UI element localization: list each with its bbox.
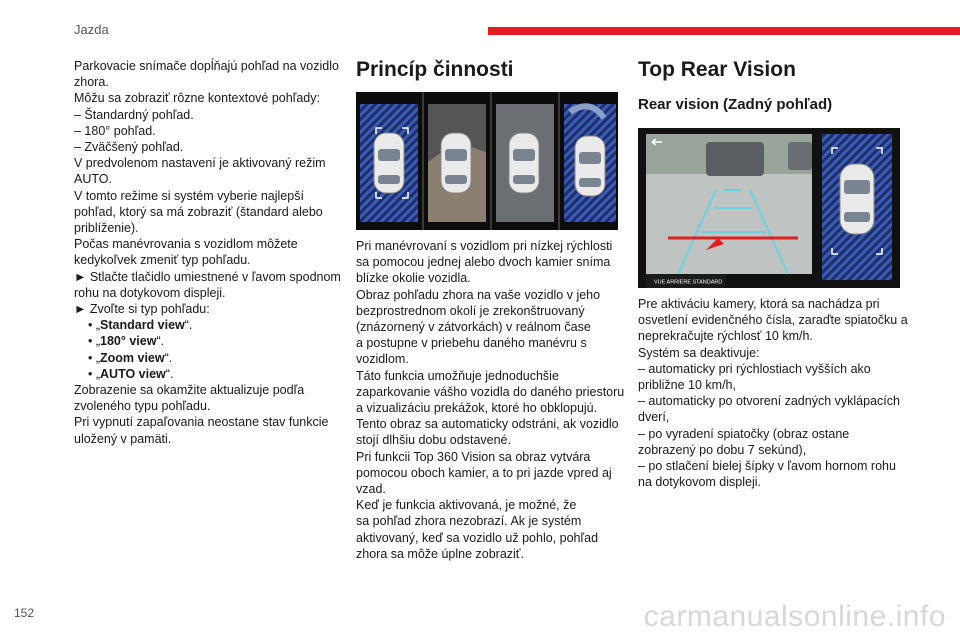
column-right — [638, 58, 908, 490]
text-line: Zobrazenie sa okamžite aktualizuje podľa — [74, 383, 305, 398]
view-option-zoom — [74, 350, 346, 366]
text-line: sa pomocou jednej alebo dvoch kamier sníma — [356, 255, 611, 270]
view-option-180 — [74, 333, 346, 349]
section-subtitle: Rear vision (Zadný pohľad) — [638, 96, 833, 113]
text-line: – Štandardný pohľad. — [74, 107, 194, 122]
panel-1 — [360, 104, 418, 222]
text-line: Systém sa deaktivuje: — [638, 345, 760, 360]
text-line: uložený v pamäti. — [74, 431, 172, 446]
text-line: dverí, — [638, 410, 670, 425]
text-line: Parkovacie snímače dopĺňajú pohľad na vozidlo — [74, 59, 339, 73]
view-label: Standard view — [100, 318, 185, 333]
bullet-prefix: • „ — [88, 334, 101, 349]
text-line: neprekračujte rýchlosť 10 km/h. — [638, 329, 813, 344]
text-line: – po vyradení spiatočky (obraz ostane — [638, 426, 850, 441]
text-line: zvoleného typu pohľadu. — [74, 399, 211, 414]
view-label: Zoom view — [100, 350, 165, 365]
page-number: 152 — [14, 606, 35, 620]
text-line: kedykoľvek zmeniť typ pohľadu. — [74, 253, 251, 268]
bullet-prefix: • „ — [88, 350, 101, 365]
watermark: carmanualsonline.info — [643, 600, 946, 633]
text-line: na dotykovom displeji. — [638, 475, 761, 490]
top-view-panel — [822, 134, 892, 280]
text-line: V predvolenom nastavení je aktivovaný režim — [74, 156, 326, 171]
column-middle — [356, 58, 625, 562]
header-section-label: Jazda — [74, 22, 109, 37]
text-line: vzad. — [356, 482, 386, 497]
text-line: aktivovaný, keď sa vozidlo už pohlo, pohľad — [356, 530, 599, 545]
text-line: Pri funkcii Top 360 Vision sa obraz vytvára — [356, 449, 591, 464]
text-line: zhora sa môže úplne zobraziť. — [356, 546, 524, 561]
text-line: – automaticky pri rýchlostiach vyšších ako — [638, 361, 871, 376]
text-line: – 180° pohľad. — [74, 123, 156, 138]
text-line: – Zväčšený pohľad. — [74, 140, 184, 155]
rear-camera-figure-svg — [638, 128, 900, 288]
rear-vision-text — [638, 296, 908, 490]
text-line: ► Zvoľte si typ pohľadu: — [74, 302, 210, 317]
text-line: Obraz pohľadu zhora na vaše vozidlo v jeho — [356, 287, 601, 302]
text-line: – automaticky po otvorení zadných vyklápacích — [638, 394, 900, 409]
view-label: AUTO view — [100, 366, 166, 381]
view-option-standard — [74, 317, 346, 333]
text-line: Tento obraz sa automaticky odstráni, ak vozidlo — [356, 417, 619, 432]
text-line: sa pohľad zhora nezobrazí. Ak je systém — [356, 514, 582, 529]
bullet-suffix: “. — [156, 334, 165, 349]
view-label: 180° view — [100, 334, 157, 349]
text-line: a vizualizáciu prekážok, ktoré ho obklopujú. — [356, 401, 598, 416]
text-line: (znázornený v zátvorkách) v reálnom čase — [356, 320, 591, 335]
text-line: osvetlení evidenčného čísla, zaraďte spiatočku a — [638, 313, 908, 328]
view-mode-button-label: VUE ARRIERE STANDARD — [654, 279, 723, 286]
text-line: V tomto režime si systém vyberie najlepší — [74, 188, 304, 203]
top-view-illustration — [356, 92, 618, 230]
text-line: vozidlom. — [356, 352, 409, 367]
bullet-suffix: “. — [165, 366, 174, 381]
panel-2 — [428, 104, 486, 222]
text-line: bezprostrednom okolí je zrekonštruovaný — [356, 303, 585, 318]
principle-text — [356, 238, 625, 562]
text-line: Keď je funkcia aktivovaná, je možné, že — [356, 498, 577, 513]
panel-4 — [564, 104, 616, 222]
text-line: zhora. — [74, 75, 109, 90]
bullet-suffix: “. — [184, 318, 193, 333]
text-line: Pre aktiváciu kamery, ktorá sa nachádza pri — [638, 297, 880, 311]
view-option-auto — [74, 366, 346, 382]
header-accent-bar — [488, 27, 960, 35]
text-line: – po stlačení bielej šípky v ľavom hornom rohu — [638, 459, 896, 474]
text-line: priblíženie). — [74, 221, 139, 236]
column-left — [74, 58, 346, 447]
text-line: pohľad, ktorý sa má zobraziť (štandard alebo — [74, 204, 323, 219]
top-view-figure-svg — [356, 92, 618, 230]
intro-text — [74, 58, 346, 317]
text-line: Môžu sa zobraziť rôzne kontextové pohľady: — [74, 91, 320, 106]
text-line: a postupne v priebehu daného manévru s — [356, 336, 587, 351]
view-options-list — [74, 317, 346, 382]
section-title: Princíp činnosti — [356, 58, 514, 81]
text-line: ► Stlačte tlačidlo umiestnené v ľavom spodnom — [74, 269, 341, 284]
text-line: zobrazený po dobu 7 sekúnd), — [638, 442, 807, 457]
bullet-prefix: • „ — [88, 318, 101, 333]
bullet-prefix: • „ — [88, 366, 101, 381]
camera-feed — [646, 134, 812, 274]
text-line: pomocou oboch kamier, a to pri jazde vpred aj — [356, 465, 612, 480]
text-line: Počas manévrovania s vozidlom môžete — [74, 237, 298, 252]
outro-text — [74, 382, 346, 447]
bullet-suffix: “. — [164, 350, 173, 365]
text-line: zaparkovanie vášho vozidla do daného priestoru — [356, 384, 625, 399]
section-title: Top Rear Vision — [638, 58, 796, 81]
text-line: blízke okolie vozidla. — [356, 271, 471, 286]
screen-button-bar — [646, 274, 726, 288]
text-line: AUTO. — [74, 172, 112, 187]
text-line: približne 10 km/h, — [638, 378, 736, 393]
text-line: stojí dlhšiu dobu odstavené. — [356, 433, 511, 448]
rear-camera-screen — [638, 128, 900, 288]
text-line: Táto funkcia umožňuje jednoduchšie — [356, 368, 559, 383]
text-line: rohu na dotykovom displeji. — [74, 285, 226, 300]
text-line: Pri vypnutí zapaľovania neostane stav funkcie — [74, 415, 329, 430]
panel-3 — [496, 104, 554, 222]
text-line: Pri manévrovaní s vozidlom pri nízkej rýchlosti — [356, 239, 613, 253]
